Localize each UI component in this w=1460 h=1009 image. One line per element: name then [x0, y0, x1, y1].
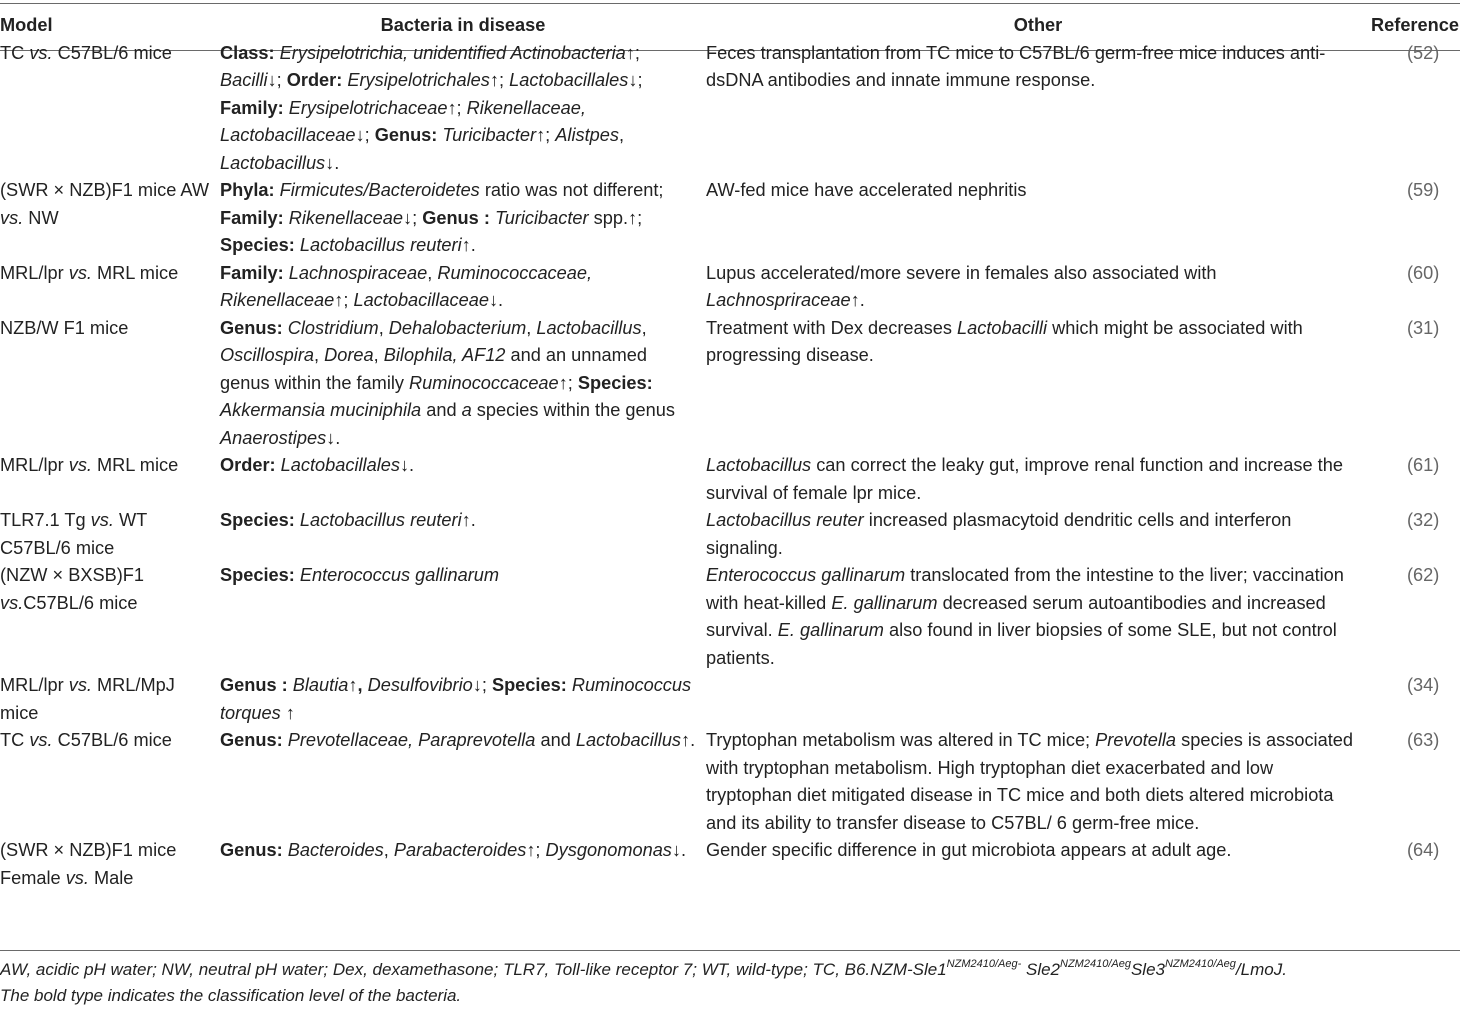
footnote-abbreviations: AW, acidic pH water; NW, neutral pH water; Dex, dexamethasone; TLR7, Toll-like receptor 7; WT, wild-type; TC, $B6.NZM-Sle1^{NZM2410/Aeg-}$ $Sle2^{NZM2410/Aeg}Sle3^{NZM2410/Aeg}$/LmoJ.	[0, 958, 1287, 979]
header-bacteria: Bacteria in disease	[380, 15, 546, 35]
table-row	[0, 315, 1460, 453]
cell-bacteria: Phyla: Firmicutes/Bacteroidetes ratio was not different; Family: Rikenellaceae↓; Genus : Turicibacter spp.↑; Species: Lactobacillus reuteri↑.	[220, 180, 664, 255]
cell-model: MRL/lpr vs. MRL/MpJ mice	[0, 675, 175, 723]
cell-other: Gender specific difference in gut microbiota appears at adult age.	[706, 840, 1232, 860]
table-row	[0, 672, 1460, 727]
cell-other: Treatment with Dex decreases Lactobacilli which might be associated with progressing disease.	[706, 317, 1303, 365]
table-row	[0, 452, 1460, 507]
cell-bacteria: Genus: Clostridium, Dehalobacterium, Lactobacillus, Oscillospira, Dorea, Bilophila, AF12 and an unnamed genus within the family Ruminococcaceae↑; Species: Akkermansia muciniphila and a species within the genus Anaerostipes↓.	[220, 317, 675, 448]
cell-other: Tryptophan metabolism was altered in TC mice; Prevotella species is associated with tryptophan metabolism. High tryptophan diet exacerbated and low tryptophan diet mitigated disease in TC mice and both diets altered microbiota and its ability to transfer disease to C57BL/ 6 germ-free mice.	[706, 730, 1353, 833]
cell-other	[706, 672, 1370, 727]
table-row	[0, 177, 1460, 260]
header-other: Other	[1013, 15, 1063, 35]
cell-model: (SWR × NZB)F1 mice AW vs. NW	[0, 180, 209, 228]
table-row	[0, 837, 1460, 892]
cell-reference[interactable]: (59)	[1407, 180, 1440, 200]
cell-other: Lactobacillus reuter increased plasmacytoid dendritic cells and interferon signaling.	[706, 510, 1292, 558]
cell-bacteria: Genus : Blautia↑, Desulfovibrio↓; Species: Ruminococcus torques ↑	[220, 675, 692, 723]
cell-reference[interactable]: (62)	[1407, 565, 1440, 585]
cell-reference[interactable]: (32)	[1407, 510, 1440, 530]
cell-reference[interactable]: (52)	[1407, 42, 1440, 63]
cell-reference[interactable]: (63)	[1407, 730, 1440, 750]
cell-bacteria: Species: Enterococcus gallinarum	[220, 565, 500, 585]
table-footnote	[0, 957, 1460, 1009]
cell-other: Feces transplantation from TC mice to C57BL/6 germ-free mice induces anti-dsDNA antibodies and innate immune response.	[706, 42, 1326, 90]
table-row	[0, 727, 1460, 837]
cell-model: TC vs. C57BL/6 mice	[0, 730, 172, 750]
table-row	[0, 562, 1460, 672]
footnote-bold-note: The bold type indicates the classification level of the bacteria.	[0, 986, 462, 1005]
cell-bacteria: Species: Lactobacillus reuteri↑.	[220, 510, 476, 530]
cell-other: Lupus accelerated/more severe in females also associated with Lachnospriraceae↑.	[706, 262, 1217, 310]
cell-model: NZB/W F1 mice	[0, 317, 129, 338]
cell-reference[interactable]: (61)	[1407, 455, 1440, 475]
cell-model: (SWR × NZB)F1 mice Female vs. Male	[0, 840, 177, 888]
cell-reference[interactable]: (64)	[1407, 840, 1440, 860]
cell-bacteria: Order: Lactobacillales↓.	[220, 455, 415, 475]
cell-model: (NZW × BXSB)F1 vs.C57BL/6 mice	[0, 565, 144, 613]
cell-bacteria: Genus: Prevotellaceae, Paraprevotella and Lactobacillus↑.	[220, 730, 696, 750]
header-reference: Reference	[1371, 15, 1459, 35]
cell-reference[interactable]: (60)	[1407, 262, 1440, 283]
cell-model: MRL/lpr vs. MRL mice	[0, 455, 179, 475]
table-row	[0, 507, 1460, 562]
table-row	[0, 260, 1460, 315]
cell-bacteria: Family: Lachnospiraceae, Ruminococcaceae, Rikenellaceae↑; Lactobacillaceae↓.	[220, 262, 593, 310]
bottom-rule	[0, 950, 1460, 951]
cell-model: TC vs. C57BL/6 mice	[0, 42, 172, 63]
table-body	[0, 40, 1460, 893]
cell-other: AW-fed mice have accelerated nephritis	[706, 180, 1027, 200]
table-row	[0, 40, 1460, 178]
cell-other: Enterococcus gallinarum translocated from the intestine to the liver; vaccination with heat-killed E. gallinarum decreased serum autoantibodies and increased survival. E. gallinarum also found in liver biopsies of some SLE, but not control patients.	[706, 565, 1344, 668]
top-rule	[0, 3, 1460, 4]
cell-reference[interactable]: (34)	[1407, 675, 1440, 695]
cell-bacteria: Genus: Bacteroides, Parabacteroides↑; Dysgonomonas↓.	[220, 840, 687, 860]
cell-bacteria: Class: Erysipelotrichia, unidentified Actinobacteria↑; Bacilli↓; Order: Erysipelotrichales↑; Lactobacillales↓; Family: Erysipelotrichaceae↑; Rikenellaceae, Lactobacillaceae↓; Genus: Turicibacter↑; Alistpes, Lactobacillus↓.	[220, 42, 643, 173]
microbiota-table	[0, 12, 1460, 892]
header-row	[0, 12, 1460, 40]
cell-reference[interactable]: (31)	[1407, 317, 1440, 338]
cell-model: TLR7.1 Tg vs. WT C57BL/6 mice	[0, 510, 147, 558]
header-model: Model	[0, 15, 53, 35]
cell-other: Lactobacillus can correct the leaky gut, improve renal function and increase the survival of female lpr mice.	[706, 455, 1343, 503]
cell-model: MRL/lpr vs. MRL mice	[0, 262, 179, 283]
